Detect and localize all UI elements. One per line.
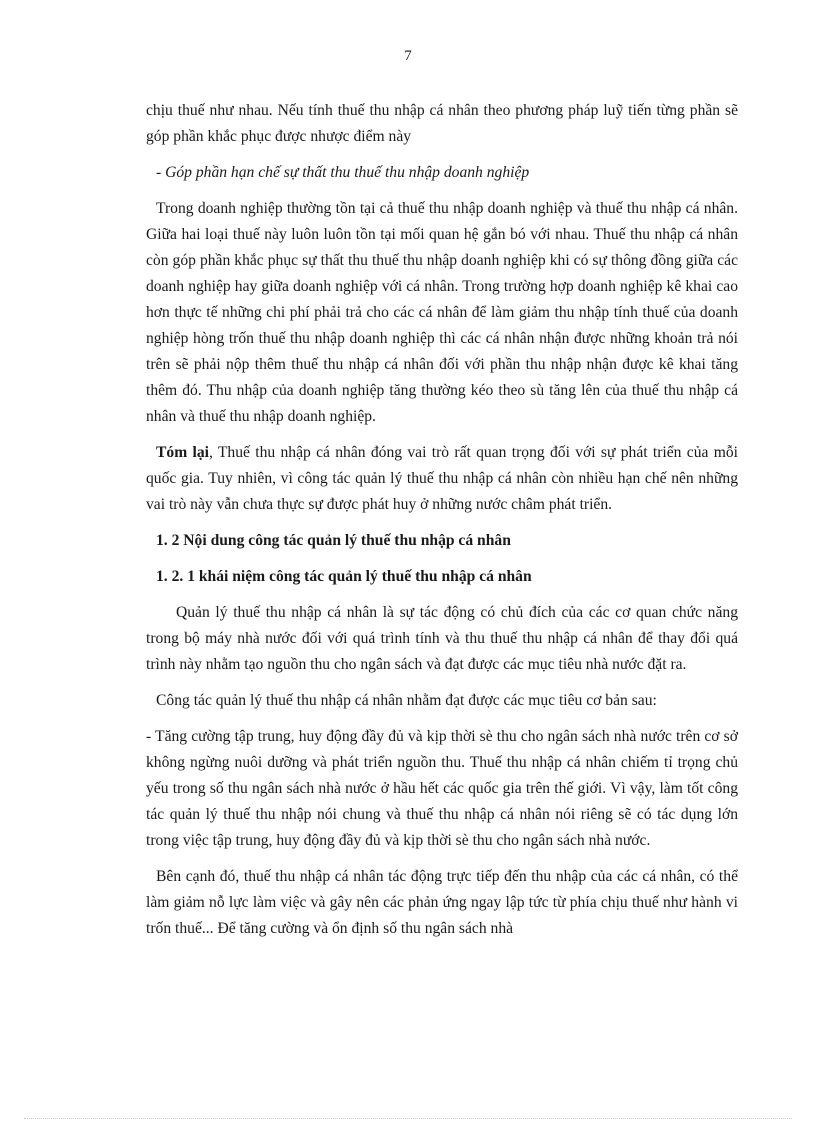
section-heading-1-2: 1. 2 Nội dung công tác quản lý thuế thu nhập cá nhân (156, 532, 511, 549)
summary-lead: Tóm lại (156, 444, 209, 461)
paragraph-6: Công tác quản lý thuế thu nhập cá nhân nhằm đạt được các mục tiêu cơ bản sau: (156, 692, 657, 709)
paragraph-8: Bên cạnh đó, thuế thu nhập cá nhân tác động trực tiếp đến thu nhập của các cá nhân, có thể làm giảm nỗ lực làm việc và gây nên các phản ứng ngay lập tức từ phía chịu thuế như hành vi trốn thuế... Để tăng cường và ổn định số thu ngân sách nhà (146, 868, 738, 937)
paragraph-5: Quản lý thuế thu nhập cá nhân là sự tác động có chủ đích của các cơ quan chức năng trong bộ máy nhà nước đối với quá trình tính và thu thuế thu nhập cá nhân để thay đổi quá trình này nhằm tạo nguồn thu cho ngân sách và đạt được các mục tiêu nhà nước đặt ra. (146, 604, 738, 673)
paragraph-1: chịu thuế như nhau. Nếu tính thuế thu nhập cá nhân theo phương pháp luỹ tiến từng phần sẽ góp phần khắc phục được nhược điểm này (146, 102, 738, 145)
paragraph-3: Trong doanh nghiệp thường tồn tại cả thuế thu nhập doanh nghiệp và thuế thu nhập cá nhân. Giữa hai loại thuế này luôn luôn tồn tại mối quan hệ gắn bó với nhau. Thuế thu nhập cá nhân còn góp phần khắc phục sự thất thu thuế thu nhập doanh nghiệp khi có sự thông đồng giữa các doanh nghiệp hay giữa doanh nghiệp với cá nhân. Trong trường hợp doanh nghiệp kê khai cao hơn thực tế những chi phí phải trả cho các cá nhân để làm giảm thu nhập tính thuế của doanh nghiệp hòng trốn thuế thu nhập doanh nghiệp thì các cá nhân nhận được những khoản trả nói trên sẽ phải nộp thêm thuế thu nhập cá nhân đối với phần thu nhập nhận được kê khai tăng thêm đó. Thu nhập của doanh nghiệp tăng thường kéo theo sù tăng lên của thuế thu nhập cá nhân và thuế thu nhập doanh nghiệp. (146, 200, 738, 425)
summary-text: , Thuế thu nhập cá nhân đóng vai trò rất quan trọng đối với sự phát triển của mỗi quốc gia. Tuy nhiên, vì công tác quản lý thuế thu nhập cá nhân còn nhiều hạn chế nên những vai trò này vẫn chưa thực sự được phát huy ở những nước châm phát triển. (146, 444, 738, 513)
paragraph-summary (146, 440, 738, 518)
bullet-heading: - Góp phần hạn chế sự thất thu thuế thu nhập doanh nghiệp (156, 164, 530, 181)
page-number: 7 (404, 48, 412, 64)
document-body (146, 98, 738, 952)
page-bottom-border (24, 1118, 792, 1119)
section-heading-1-2-1: 1. 2. 1 khái niệm công tác quản lý thuế thu nhập cá nhân (156, 568, 532, 585)
paragraph-7: - Tăng cường tập trung, huy động đầy đủ và kịp thời sè thu cho ngân sách nhà nước trên cơ sở không ngừng nuôi dưỡng và phát triển nguồn thu. Thuế thu nhập cá nhân chiếm tỉ trọng chủ yếu trong số thu ngân sách nhà nước ở hầu hết các quốc gia trên thế giới. Vì vậy, làm tốt công tác quản lý thuế thu nhập nói chung và thuế thu nhập cá nhân nói riêng sẽ có tác dụng lớn trong việc tập trung, huy động đầy đủ và kịp thời sè thu cho ngân sách nhà nước. (146, 728, 738, 849)
